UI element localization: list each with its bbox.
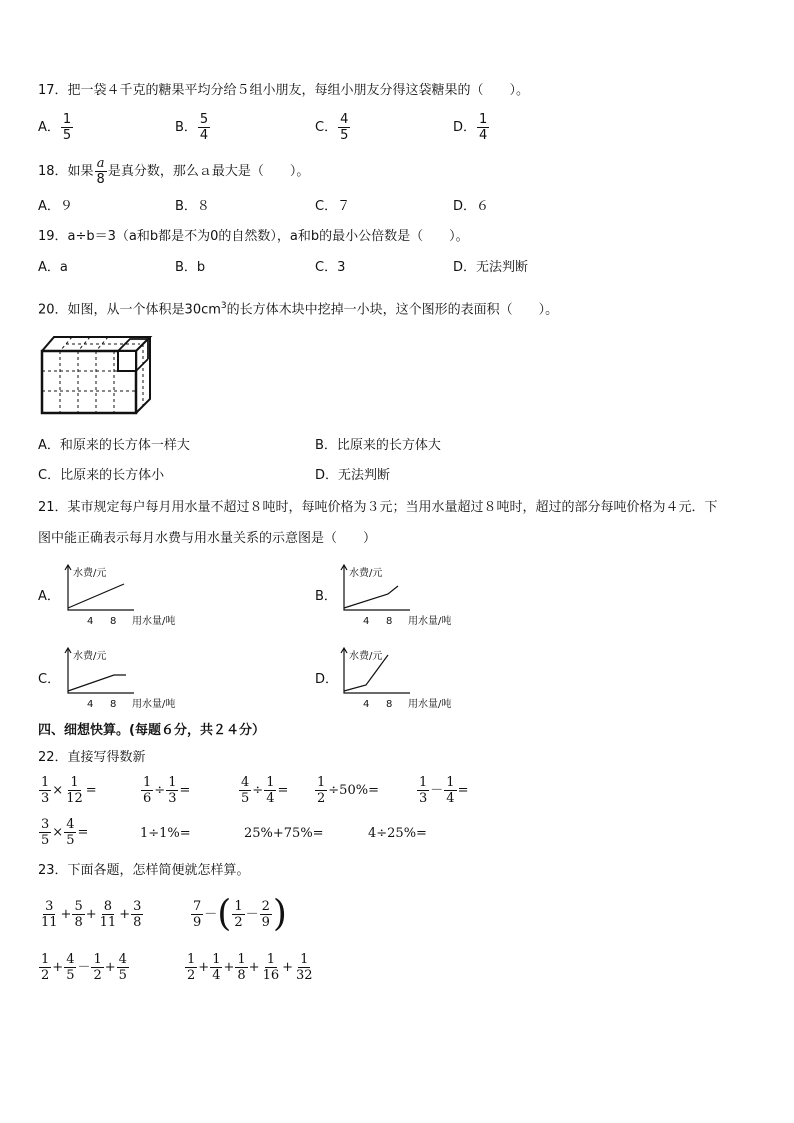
q18-option-c[interactable]: C．７ [315, 199, 351, 214]
q19-option-a[interactable]: A．a [38, 260, 68, 275]
q19-option-d[interactable]: D．无法判断 [453, 260, 529, 275]
q19-option-b[interactable]: B．b [175, 260, 206, 275]
graph-a[interactable] [62, 562, 192, 628]
y-axis-label: 水费/元 [73, 651, 107, 662]
fraction: $\frac{4}{5}$ [340, 112, 349, 143]
q22-item-1: $\frac{1}{3}$ × $\frac{1}{12}$ = [41, 775, 97, 806]
q23-expr-2: $\frac{7}{9}$ －( $\frac{1}{2}$ － $\frac{2}{9}$ ) [193, 893, 287, 935]
option-label: C． [315, 120, 338, 135]
graph-d[interactable] [338, 645, 468, 711]
y-axis-label: 水费/元 [349, 651, 383, 662]
cuboid-figure [38, 333, 154, 415]
option-label: A． [38, 120, 60, 135]
q23-expr-4: $\frac{1}{2}$ + $\frac{1}{4}$ + $\frac{1}{8}$ + $\frac{1}{16}$ + $\frac{1}{32}$ [187, 952, 313, 983]
q21-option-d[interactable]: D． [315, 672, 339, 687]
q17-stem: 17．把一袋４千克的糖果平均分给５组小朋友，每组小朋友分得这袋糖果的（ ）。 [38, 83, 530, 98]
y-axis-label: 水费/元 [349, 568, 383, 579]
q18-option-a[interactable]: A．９ [38, 199, 73, 214]
q23-expr-3: $\frac{1}{2}$ + $\frac{4}{5}$ － $\frac{1}{2}$ + $\frac{4}{5}$ [41, 952, 127, 983]
fraction: $\frac{1}{4}$ [479, 112, 488, 143]
q20-option-a[interactable]: A．和原来的长方体一样大 [38, 438, 190, 453]
q22-item-5: $\frac{1}{3}$ － $\frac{1}{4}$ = [419, 775, 469, 806]
option-label: D． [453, 120, 477, 135]
q19-stem: 19．a÷b＝3（a和b都是不为0的自然数），a和b的最小公倍数是（ ）。 [38, 229, 469, 244]
q22-title: 22．直接写得数新 [38, 750, 146, 765]
x-tick-4: 4 [363, 616, 370, 627]
fraction: $\frac{1}{5}$ [62, 112, 72, 143]
graph-b[interactable] [338, 562, 468, 628]
q20-option-b[interactable]: B．比原来的长方体大 [315, 438, 441, 453]
q17-option-b[interactable] [175, 112, 211, 143]
q21-stem-line2: 图中能正确表示每月水费与用水量关系的示意图是（ ） [38, 531, 377, 546]
q20-stem: 20．如图，从一个体积是$30cm^3$的长方体木块中挖掉一小块，这个图形的表面积（ ）。 [38, 301, 559, 318]
x-tick-8: 8 [110, 616, 117, 627]
q22-item-6: $\frac{3}{5}$ × $\frac{4}{5}$ = [41, 817, 89, 848]
option-label: B． [175, 120, 197, 135]
q22-item-2: $\frac{1}{6}$ ÷ $\frac{1}{3}$ = [143, 775, 191, 806]
q23-title: 23．下面各题，怎样简便就怎样算。 [38, 863, 250, 878]
y-axis-label: 水费/元 [73, 568, 107, 579]
x-axis-label: 用水量/吨 [408, 616, 452, 627]
q21-option-a[interactable]: A． [38, 589, 60, 604]
x-tick-4: 4 [363, 699, 370, 710]
q17-option-c[interactable] [315, 112, 351, 143]
q19-option-c[interactable]: C．3 [315, 260, 346, 275]
x-tick-4: 4 [87, 616, 94, 627]
q21-option-c[interactable]: C． [38, 672, 61, 687]
q22-item-9: 4÷25%= [368, 826, 427, 841]
x-tick-8: 8 [110, 699, 117, 710]
q21-stem-line1: 21．某市规定每户每月用水量不超过８吨时，每吨价格为３元；当用水量超过８吨时，超过的部分每吨价格为４元．下 [38, 500, 718, 515]
section-4-title: 四、细想快算。(每题６分，共２４分） [38, 723, 265, 738]
q22-item-7: 1÷1%= [140, 826, 191, 841]
graph-c[interactable] [62, 645, 192, 711]
x-tick-8: 8 [386, 699, 393, 710]
q22-item-8: 25%+75%= [244, 826, 324, 841]
x-tick-8: 8 [386, 616, 393, 627]
fraction: $\frac{a}{8}$ [96, 156, 105, 187]
q18-option-b[interactable]: B．８ [175, 199, 210, 214]
x-axis-label: 用水量/吨 [408, 699, 452, 710]
fraction: $\frac{5}{4}$ [199, 112, 209, 143]
q20-option-c[interactable]: C．比原来的长方体小 [38, 468, 165, 483]
q22-item-3: $\frac{4}{5}$ ÷ $\frac{1}{4}$ = [241, 775, 289, 806]
q23-expr-1: $\frac{3}{11}$ + $\frac{5}{8}$ + $\frac{8}{11}$ + $\frac{3}{8}$ [41, 899, 142, 930]
q17-option-d[interactable] [453, 112, 490, 143]
x-tick-4: 4 [87, 699, 94, 710]
q18-stem: 18．如果 $\frac{a}{8}$ 是真分数，那么ａ最大是（ ）。 [38, 156, 310, 187]
q17-option-a[interactable] [38, 112, 74, 143]
q20-option-d[interactable]: D．无法判断 [315, 468, 391, 483]
q21-option-b[interactable]: B． [315, 589, 337, 604]
x-axis-label: 用水量/吨 [132, 699, 176, 710]
q18-option-d[interactable]: D．６ [453, 199, 490, 214]
x-axis-label: 用水量/吨 [132, 616, 176, 627]
q22-item-4: $\frac{1}{2}$ ÷50%= [317, 775, 379, 806]
